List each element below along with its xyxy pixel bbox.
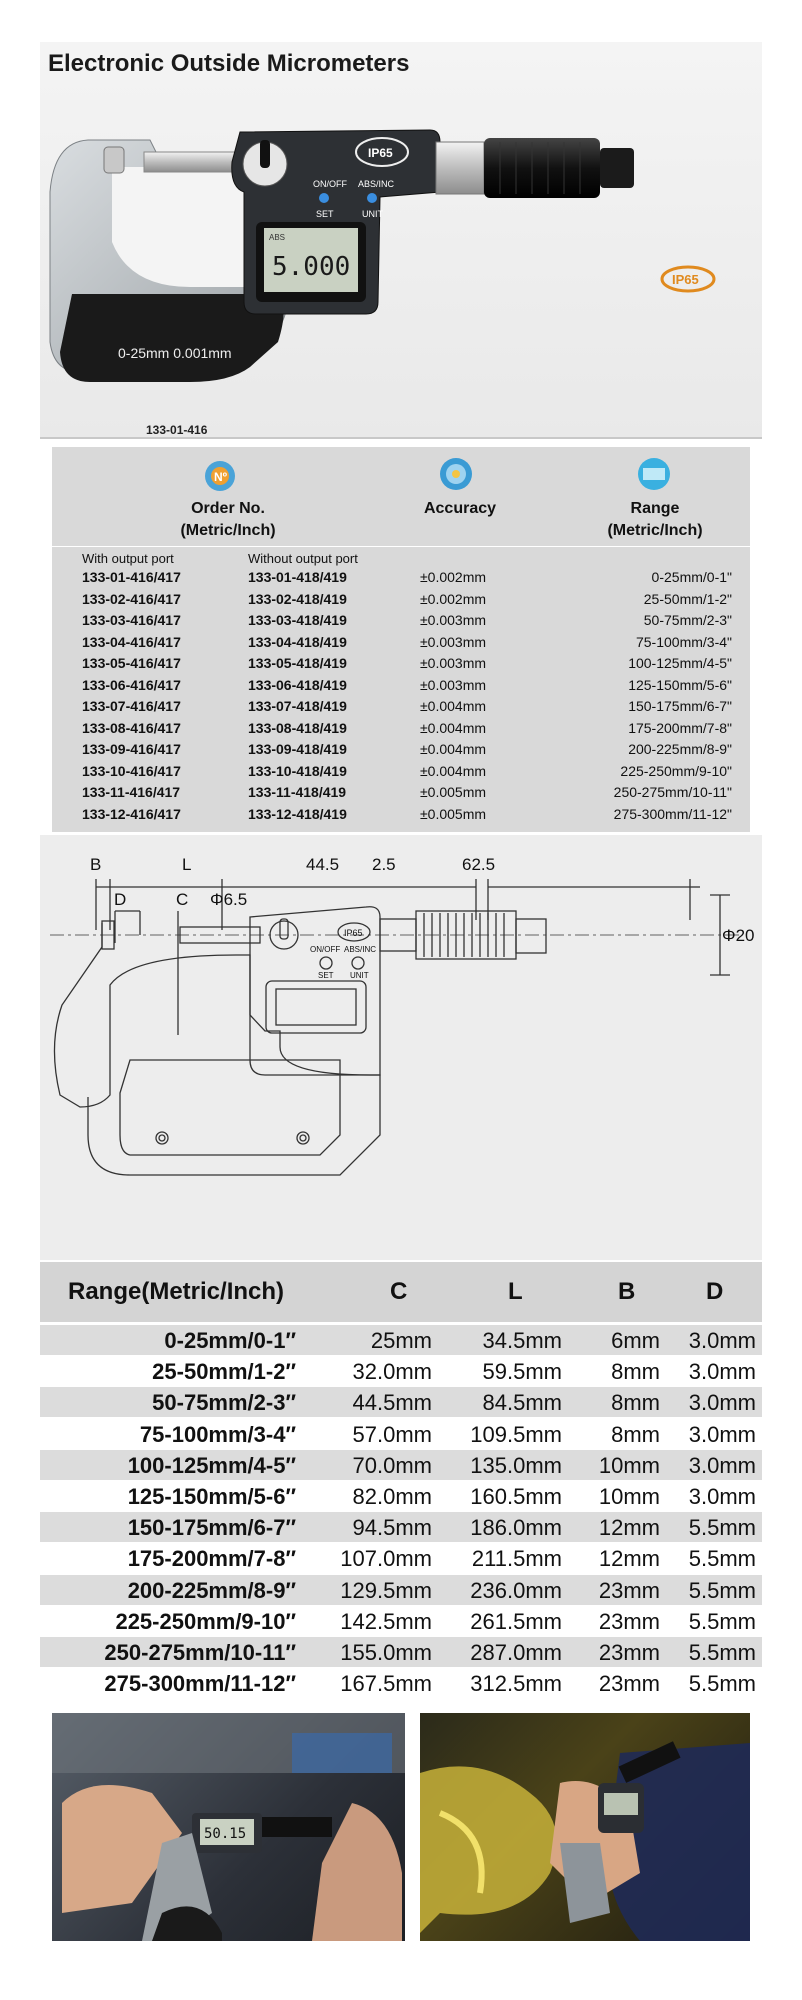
frame-label: 0-25mm 0.001mm — [118, 345, 232, 361]
dims-cell-range: 75-100mm/3-4″ — [139, 1421, 296, 1447]
spec-cell-acc: ±0.005mm — [420, 784, 487, 800]
ip65-badge: IP65 — [672, 272, 699, 287]
onoff-button[interactable] — [319, 193, 329, 203]
onoff-label: ON/OFF — [313, 179, 347, 189]
spec-cell-range: 275-300mm/11-12" — [613, 805, 732, 822]
spec-cell-with: 133-03-416/417 — [82, 612, 181, 628]
dims-cell-b: 23mm — [598, 1671, 660, 1697]
dims-col-c: C — [390, 1278, 408, 1305]
dims-cell-l: 59.5mm — [482, 1359, 562, 1385]
table-row — [52, 718, 750, 739]
col-range-sub: (Metric/Inch) — [607, 522, 703, 539]
dims-cell-range: 50-75mm/2-3″ — [152, 1390, 296, 1416]
spec-cell-with: 133-04-416/417 — [82, 633, 181, 650]
dims-cell-l: 186.0mm — [470, 1515, 562, 1541]
dims-cell-range: 150-175mm/6-7″ — [127, 1515, 296, 1541]
spec-cell-range: 150-175mm/6-7" — [628, 698, 732, 714]
range-icon — [634, 456, 674, 492]
spec-cell-acc: ±0.002mm — [420, 590, 487, 607]
spec-cell-range: 200-225mm/8-9" — [628, 741, 732, 757]
table-row — [40, 1637, 762, 1667]
table-row — [40, 1387, 762, 1417]
drawing-onoff: ON/OFF — [310, 945, 341, 954]
dims-cell-c: 32.0mm — [352, 1359, 432, 1385]
sub-with-port: With output port — [82, 551, 174, 566]
table-row — [40, 1481, 762, 1511]
table-row — [52, 632, 750, 653]
technical-drawing — [40, 835, 762, 1260]
dims-cell-d: 3.0mm — [688, 1359, 756, 1385]
table-row — [40, 1512, 762, 1542]
table-row — [40, 1450, 762, 1480]
table-row — [40, 1356, 762, 1386]
spec-cell-acc: ±0.003mm — [420, 612, 487, 628]
dim-phi-20: Φ20 — [722, 926, 755, 945]
spec-cell-range: 250-275mm/10-11" — [613, 784, 732, 800]
spec-cell-range: 25-50mm/1-2" — [643, 590, 732, 607]
dims-cell-c: 129.5mm — [340, 1577, 432, 1603]
dims-col-d: D — [706, 1278, 724, 1305]
spec-cell-with: 133-11-416/417 — [82, 784, 181, 800]
spec-cell-without: 133-09-418/419 — [248, 741, 347, 757]
spec-cell-acc: ±0.004mm — [420, 762, 487, 779]
table-row — [52, 761, 750, 782]
table-row — [52, 589, 750, 610]
dims-cell-l: 34.5mm — [482, 1328, 562, 1353]
spec-cell-with: 133-12-416/417 — [82, 805, 181, 822]
spec-cell-range: 75-100mm/3-4" — [635, 633, 732, 650]
dims-cell-b: 10mm — [598, 1452, 660, 1478]
spec-cell-without: 133-07-418/419 — [248, 698, 347, 714]
table-row — [52, 567, 750, 588]
dims-cell-c: 155.0mm — [340, 1640, 432, 1665]
table-row — [52, 782, 750, 803]
col-order-header: Order No. — [191, 500, 265, 517]
dim-c: C — [176, 890, 189, 909]
dim-44-5: 44.5 — [306, 855, 340, 874]
ip-logo-text: IP65 — [368, 146, 393, 160]
spec-cell-with: 133-10-416/417 — [82, 762, 181, 779]
spec-cell-with: 133-06-416/417 — [82, 676, 181, 693]
dims-cell-l: 211.5mm — [471, 1546, 562, 1572]
table-row — [40, 1419, 762, 1449]
spec-cell-without: 133-08-418/419 — [248, 719, 347, 736]
spec-cell-range: 50-75mm/2-3" — [643, 612, 732, 628]
dims-cell-c: 142.5mm — [340, 1608, 432, 1634]
dims-cell-range: 250-275mm/10-11″ — [104, 1640, 296, 1665]
dims-cell-d: 3.0mm — [688, 1421, 756, 1447]
spec-cell-acc: ±0.002mm — [420, 569, 487, 585]
table-row — [52, 739, 750, 760]
dim-d: D — [114, 890, 127, 909]
dims-cell-l: 84.5mm — [482, 1390, 562, 1416]
table-row — [40, 1668, 762, 1698]
table-row — [52, 653, 750, 674]
dim-2-5: 2.5 — [372, 855, 396, 874]
dims-cell-l: 160.5mm — [470, 1484, 562, 1509]
table-row — [52, 804, 750, 825]
dims-cell-c: 167.5mm — [340, 1671, 432, 1697]
spec-cell-acc: ±0.004mm — [420, 698, 487, 714]
photo-usage-1 — [52, 1713, 405, 1941]
dims-cell-b: 12mm — [598, 1546, 660, 1572]
dims-cell-range: 100-125mm/4-5″ — [127, 1452, 296, 1478]
photo-lcd: 50.15 — [204, 1826, 247, 1842]
spec-cell-without: 133-01-418/419 — [248, 569, 347, 585]
dims-cell-c: 25mm — [370, 1328, 432, 1353]
dims-cell-d: 5.5mm — [688, 1546, 756, 1572]
col-accuracy-header: Accuracy — [423, 500, 497, 517]
svg-text:Nº: Nº — [214, 470, 228, 484]
spec-cell-with: 133-02-416/417 — [82, 590, 181, 607]
dims-cell-l: 287.0mm — [470, 1640, 562, 1665]
dims-cell-range: 200-225mm/8-9″ — [127, 1577, 296, 1603]
micrometer-photo — [40, 42, 762, 437]
dims-cell-d: 5.5mm — [688, 1515, 756, 1541]
table-row — [40, 1575, 762, 1605]
set-label: SET — [316, 209, 334, 219]
dim-l: L — [182, 855, 192, 874]
dims-cell-range: 25-50mm/1-2″ — [152, 1359, 296, 1385]
spec-cell-acc: ±0.003mm — [420, 633, 487, 650]
absinc-label: ABS/INC — [358, 179, 395, 189]
dims-cell-b: 23mm — [598, 1608, 660, 1634]
dims-cell-l: 135.0mm — [470, 1452, 562, 1478]
dims-cell-b: 23mm — [598, 1640, 660, 1665]
dims-cell-b: 6mm — [611, 1328, 660, 1353]
spec-cell-acc: ±0.005mm — [420, 805, 487, 822]
dims-cell-c: 94.5mm — [352, 1515, 432, 1541]
spec-cell-range: 100-125mm/4-5" — [628, 655, 732, 671]
drawing-set: SET — [318, 971, 334, 980]
dims-cell-l: 261.5mm — [470, 1608, 562, 1634]
drawing-unit: UNIT — [350, 971, 369, 980]
table-row — [52, 610, 750, 631]
dims-cell-c: 57.0mm — [352, 1421, 432, 1447]
spec-cell-without: 133-03-418/419 — [248, 612, 347, 628]
dims-cell-c: 82.0mm — [352, 1484, 432, 1509]
dims-cell-d: 3.0mm — [688, 1484, 756, 1509]
spec-cell-with: 133-05-416/417 — [82, 655, 181, 671]
dims-cell-d: 5.5mm — [688, 1671, 756, 1697]
table-row — [40, 1606, 762, 1636]
spec-cell-with: 133-07-416/417 — [82, 698, 181, 714]
dims-cell-range: 125-150mm/5-6″ — [127, 1484, 296, 1509]
table-row — [52, 675, 750, 696]
dims-cell-range: 225-250mm/9-10″ — [115, 1608, 296, 1634]
spec-cell-acc: ±0.003mm — [420, 655, 487, 671]
dims-cell-b: 8mm — [611, 1421, 660, 1447]
spec-cell-with: 133-08-416/417 — [82, 719, 181, 736]
divider — [40, 437, 762, 439]
spec-cell-without: 133-05-418/419 — [248, 655, 347, 671]
dims-cell-b: 8mm — [611, 1359, 660, 1385]
dim-b: B — [90, 855, 102, 874]
dim-phi-6-5: Φ6.5 — [210, 890, 248, 909]
dims-cell-b: 12mm — [598, 1515, 660, 1541]
spec-cell-range: 125-150mm/5-6" — [628, 676, 732, 693]
dims-cell-b: 23mm — [598, 1577, 660, 1603]
drawing-ip-logo: IP65 — [344, 928, 363, 938]
table-row — [40, 1543, 762, 1573]
lcd-value: 5.000 — [272, 252, 351, 282]
accuracy-icon — [436, 456, 476, 492]
col-range-header: Range — [630, 500, 680, 517]
dims-cell-c: 44.5mm — [352, 1390, 432, 1416]
spec-cell-without: 133-11-418/419 — [248, 784, 347, 800]
dims-cell-d: 3.0mm — [688, 1452, 756, 1478]
unit-label: UNIT — [362, 209, 383, 219]
table-row — [52, 696, 750, 717]
spec-cell-without: 133-06-418/419 — [248, 676, 347, 693]
spec-cell-without: 133-02-418/419 — [248, 590, 347, 607]
dims-cell-b: 10mm — [598, 1484, 660, 1509]
spec-cell-without: 133-12-418/419 — [248, 805, 347, 822]
dims-cell-range: 275-300mm/11-12″ — [104, 1671, 296, 1697]
dims-cell-l: 312.5mm — [470, 1671, 562, 1697]
dims-cell-range: 175-200mm/7-8″ — [127, 1546, 296, 1572]
spec-cell-with: 133-09-416/417 — [82, 741, 181, 757]
dims-cell-d: 3.0mm — [688, 1390, 756, 1416]
spec-cell-range: 225-250mm/9-10" — [620, 762, 732, 779]
dims-cell-d: 3.0mm — [688, 1328, 756, 1353]
spec-cell-acc: ±0.004mm — [420, 719, 487, 736]
drawing-absinc: ABS/INC — [344, 945, 377, 954]
dims-cell-l: 236.0mm — [470, 1577, 562, 1603]
dims-col-l: L — [508, 1278, 523, 1305]
spec-cell-without: 133-10-418/419 — [248, 762, 347, 779]
table-row — [40, 1325, 762, 1355]
dims-cell-c: 70.0mm — [352, 1452, 432, 1478]
photo-usage-2 — [420, 1713, 750, 1941]
dims-cell-range: 0-25mm/0-1″ — [164, 1328, 296, 1353]
spec-cell-acc: ±0.003mm — [420, 676, 487, 693]
spec-cell-without: 133-04-418/419 — [248, 633, 347, 650]
lcd-abs: ABS — [269, 233, 286, 242]
dims-col-range: Range(Metric/Inch) — [68, 1278, 285, 1305]
spec-cell-range: 0-25mm/0-1" — [651, 569, 732, 585]
col-order-sub: (Metric/Inch) — [180, 522, 276, 539]
page-title: Electronic Outside Micrometers — [48, 50, 410, 77]
dims-cell-l: 109.5mm — [470, 1421, 562, 1447]
dim-62-5: 62.5 — [462, 855, 496, 874]
dims-cell-d: 5.5mm — [688, 1608, 756, 1634]
spec-divider — [52, 546, 750, 547]
dims-cell-b: 8mm — [611, 1390, 660, 1416]
dims-col-b: B — [618, 1278, 636, 1305]
order-no-icon — [200, 458, 240, 494]
absinc-button[interactable] — [367, 193, 377, 203]
spec-cell-acc: ±0.004mm — [420, 741, 487, 757]
dims-cell-d: 5.5mm — [688, 1577, 756, 1603]
spec-cell-range: 175-200mm/7-8" — [628, 719, 732, 736]
hero-caption: 133-01-416 — [146, 423, 208, 437]
sub-without-port: Without output port — [248, 551, 358, 566]
dims-cell-d: 5.5mm — [688, 1640, 756, 1665]
spec-cell-with: 133-01-416/417 — [82, 569, 181, 585]
dims-cell-c: 107.0mm — [340, 1546, 432, 1572]
